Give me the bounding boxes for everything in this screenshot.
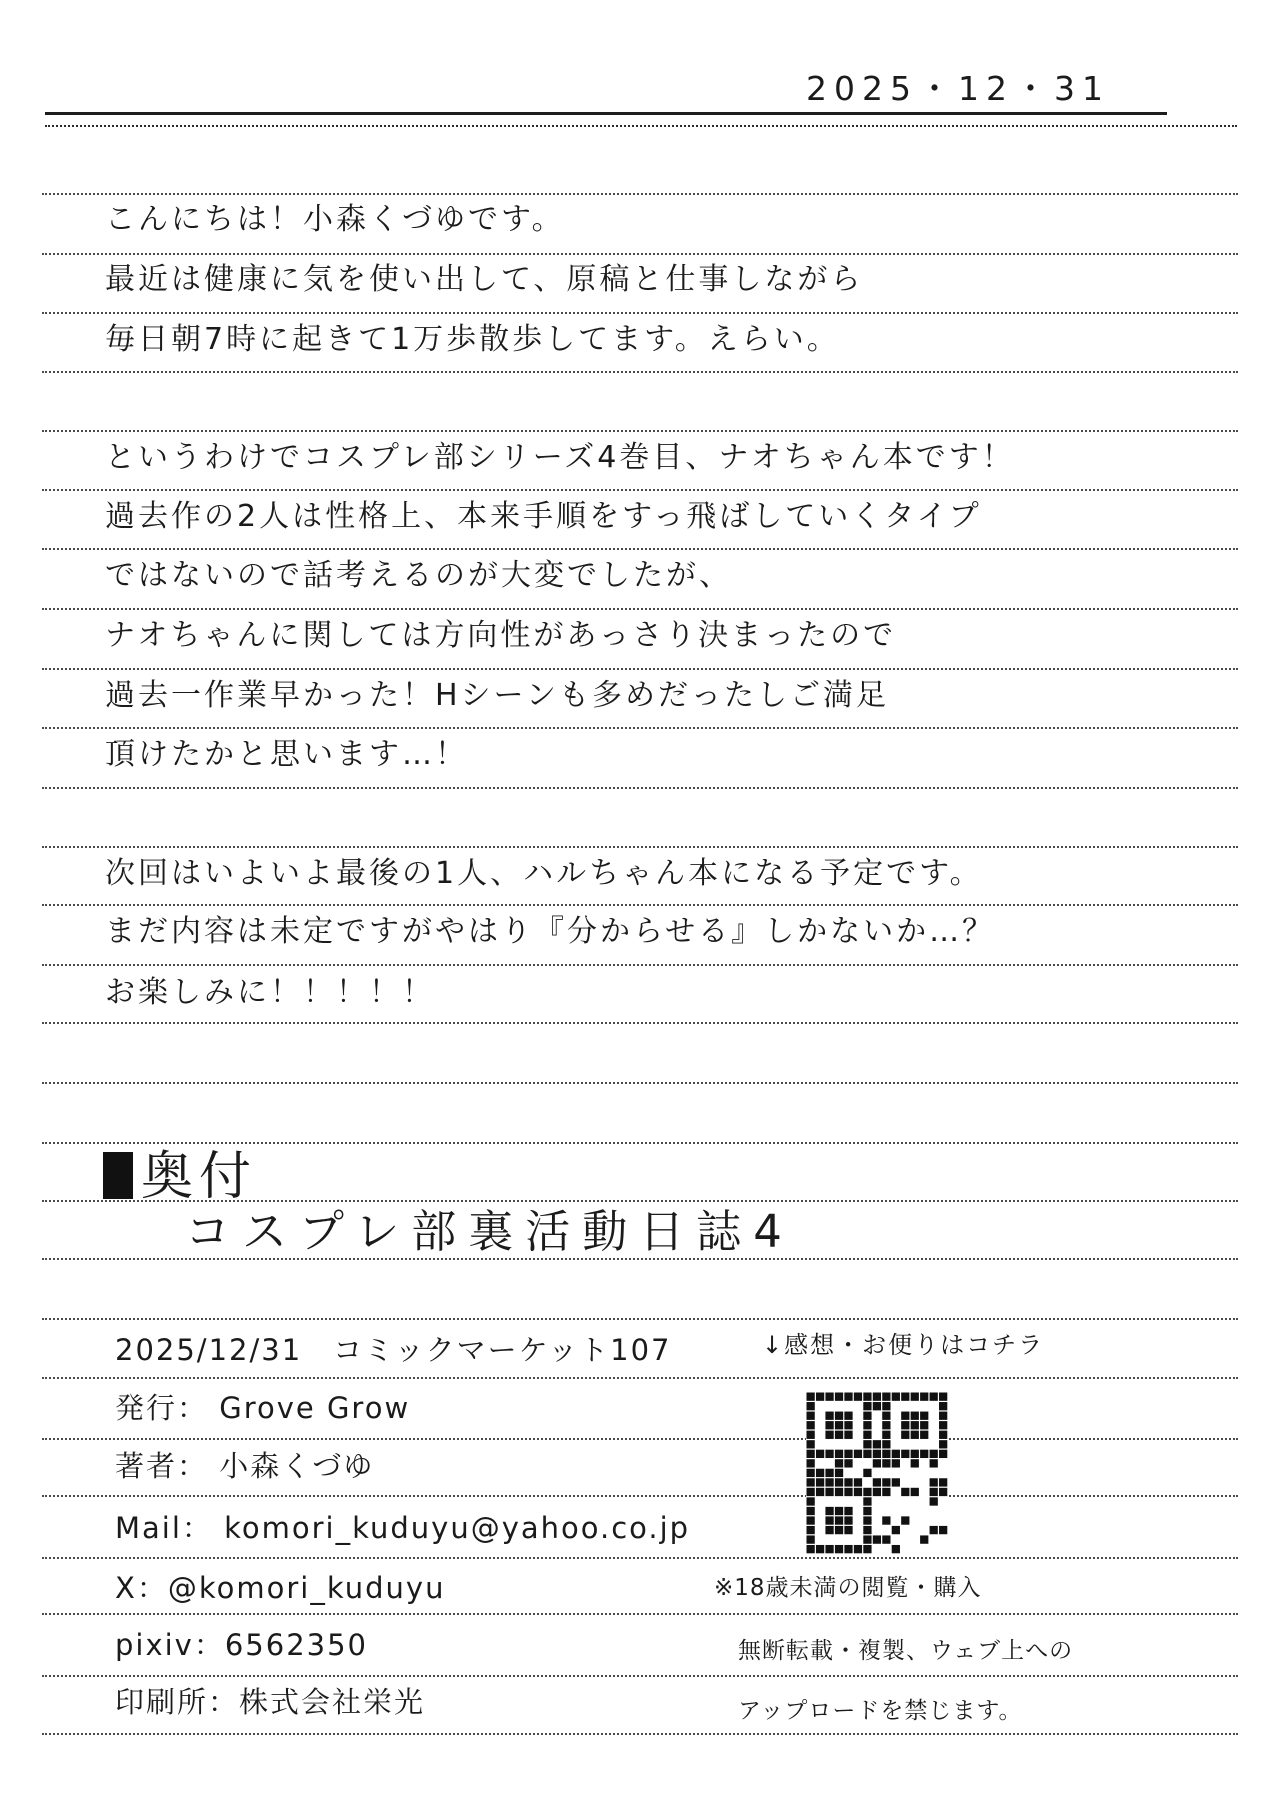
ruled-line bbox=[42, 1495, 1238, 1497]
ruled-line bbox=[42, 253, 1238, 255]
afterword-line: こんにちは！小森くづゆです。 bbox=[105, 202, 565, 237]
header-underline bbox=[45, 112, 1167, 115]
colophon-row-mail: Mail： komori_kuduyu@yahoo.co.jp bbox=[115, 1511, 691, 1545]
colophon-row-x: X：@komori_kuduyu bbox=[115, 1571, 446, 1605]
feedback-note: ↓感想・お便りはコチラ bbox=[762, 1331, 1045, 1359]
ruled-line bbox=[42, 430, 1238, 432]
ruled-line bbox=[42, 846, 1238, 848]
ruled-line bbox=[42, 1557, 1238, 1559]
notice-line: 無断転載・複製、ウェブ上への bbox=[738, 1638, 1074, 1664]
afterword-line: 過去作の2人は性格上、本来手順をすっ飛ばしていくタイプ bbox=[105, 499, 982, 534]
book-title: コスプレ部裏活動日誌4 bbox=[185, 1205, 794, 1258]
ruled-line bbox=[42, 727, 1238, 729]
ruled-line bbox=[42, 1675, 1238, 1677]
ruled-line bbox=[42, 1022, 1238, 1024]
ruled-line bbox=[42, 193, 1238, 195]
section-marker-icon bbox=[103, 1152, 133, 1199]
ruled-line bbox=[42, 608, 1238, 610]
notice-line: ※18歳未満の閲覧・購入 bbox=[714, 1575, 982, 1601]
ruled-line bbox=[42, 548, 1238, 550]
ruled-line bbox=[42, 1613, 1238, 1615]
ruled-line bbox=[42, 787, 1238, 789]
afterword-line: 最近は健康に気を使い出して、原稿と仕事しながら bbox=[105, 262, 864, 297]
colophon-row-printer: 印刷所：株式会社栄光 bbox=[115, 1685, 426, 1719]
afterword-line: というわけでコスプレ部シリーズ4巻目、ナオちゃん本です！ bbox=[105, 440, 1015, 475]
qr-code bbox=[806, 1392, 948, 1554]
ruled-line bbox=[42, 668, 1238, 670]
notice-line: アップロードを禁じます。 bbox=[738, 1698, 1023, 1724]
ruled-line bbox=[42, 1318, 1238, 1320]
ruled-line bbox=[42, 1377, 1238, 1379]
ruled-line bbox=[42, 1438, 1238, 1440]
colophon-heading-label: 奥付 bbox=[141, 1147, 258, 1207]
ruled-line bbox=[42, 1082, 1238, 1084]
afterword-line: 次回はいよいよ最後の1人、ハルちゃん本になる予定です。 bbox=[105, 856, 983, 891]
afterword-line: お楽しみに！！！！！ bbox=[105, 975, 435, 1010]
colophon-row-pixiv: pixiv：6562350 bbox=[115, 1628, 369, 1662]
page-date: 2025・12・31 bbox=[806, 69, 1110, 108]
colophon-row-event: 2025/12/31 コミックマーケット107 bbox=[115, 1333, 672, 1367]
ruled-line bbox=[42, 312, 1238, 314]
afterword-line: 頂けたかと思います…！ bbox=[105, 737, 468, 772]
afterword-line: ではないので話考えるのが大変でしたが、 bbox=[105, 558, 732, 593]
ruled-line bbox=[42, 904, 1238, 906]
afterword-line: ナオちゃんに関しては方向性があっさり決まったので bbox=[105, 618, 897, 653]
ruled-line bbox=[42, 371, 1238, 373]
ruled-line bbox=[42, 964, 1238, 966]
header-underline-dotted bbox=[45, 125, 1237, 127]
colophon-row-publisher: 発行： Grove Grow bbox=[115, 1391, 411, 1425]
ruled-line bbox=[42, 1258, 1238, 1260]
colophon-heading bbox=[103, 1148, 257, 1208]
afterword-line: まだ内容は未定ですがやはり『分からせる』しかないか…？ bbox=[105, 914, 996, 949]
ruled-line bbox=[42, 1142, 1238, 1144]
afterword-line: 過去一作業早かった！Hシーンも多めだったしご満足 bbox=[105, 678, 889, 713]
ruled-line bbox=[42, 1733, 1238, 1735]
afterword-line: 毎日朝7時に起きて1万歩散歩してます。えらい。 bbox=[105, 322, 840, 357]
ruled-line bbox=[42, 489, 1238, 491]
colophon-row-author: 著者： 小森くづゆ bbox=[115, 1449, 375, 1483]
